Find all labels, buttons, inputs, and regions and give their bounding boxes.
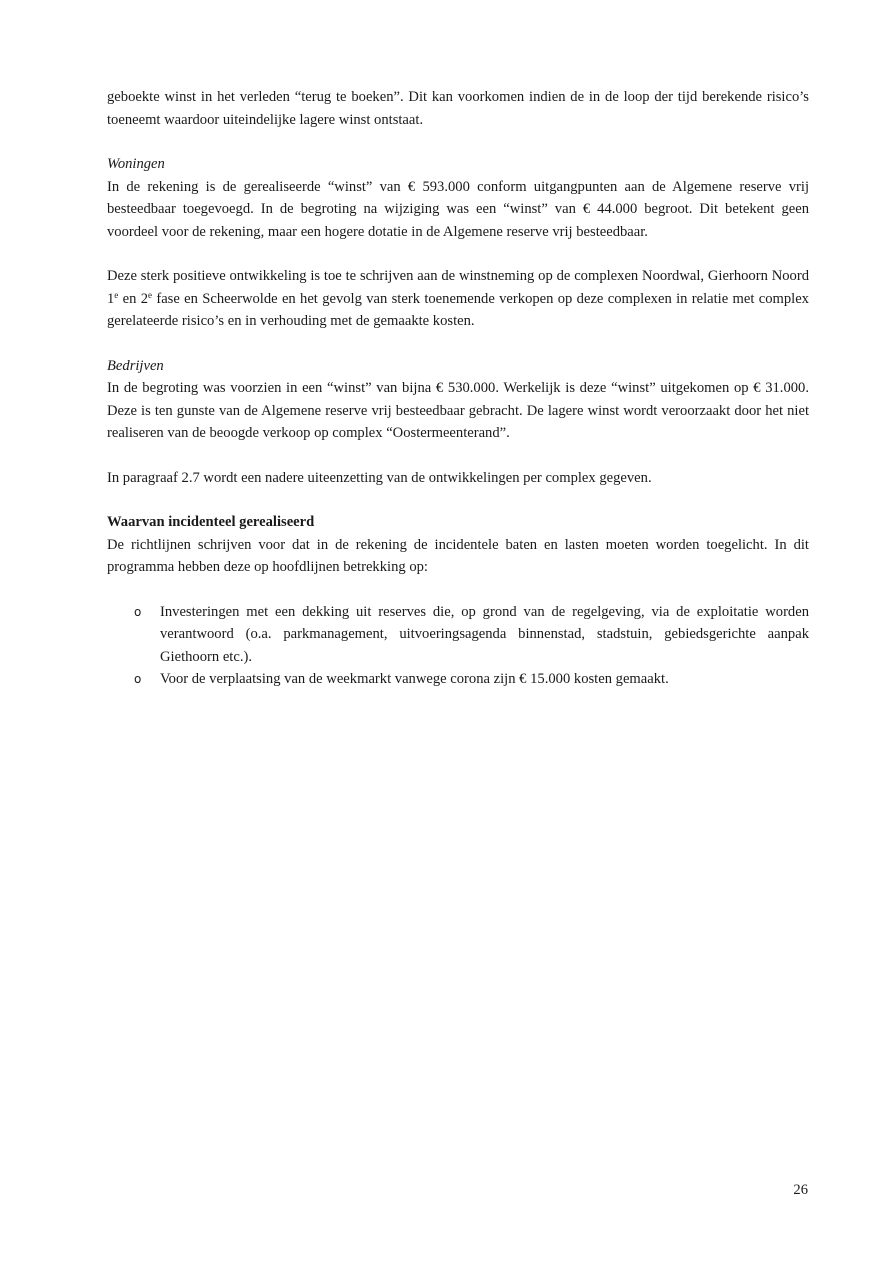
incidenteel-heading: Waarvan incidenteel gerealiseerd bbox=[107, 514, 315, 530]
woningen-p2-part-2: en 2 bbox=[118, 290, 149, 307]
incidenteel-paragraph: De richtlijnen schrijven voor dat in de rekening de incidentele baten en lasten moeten worden toegelicht. In dit programma hebben deze op hoofdlijnen betrekking op: bbox=[107, 536, 809, 575]
superscript-e: e bbox=[148, 289, 153, 300]
page-number: 26 bbox=[793, 1182, 808, 1198]
intro-paragraph: geboekte winst in het verleden “terug te boeken”. Dit kan voorkomen indien de in de loop der tijd berekende risico’s toeneemt waardoor uiteindelijke lagere winst ontstaat. bbox=[107, 89, 809, 128]
list-item-text: Voor de verplaatsing van de weekmarkt vanwege corona zijn € 15.000 kosten gemaakt. bbox=[160, 671, 669, 687]
list-item bbox=[107, 668, 809, 691]
bullet-circle-icon: o bbox=[134, 604, 142, 619]
woningen-paragraph-2 bbox=[107, 265, 809, 333]
superscript-e: e bbox=[114, 289, 119, 300]
woningen-p2-part-1: Deze sterk positieve ontwikkeling is toe te schrijven aan de winstneming op de complexen Noordwal, Gierhoorn Noord 1 bbox=[107, 268, 809, 307]
bedrijven-paragraph: In de begroting was voorzien in een “winst” van bijna € 530.000. Werkelijk is deze “winst” uitgekomen op € 31.000. Deze is ten gunste van de Algemene reserve vrij besteedbaar gebracht. De lagere winst wordt veroorzaakt door het niet realiseren van de beoogde verkoop op complex “Oostermeenterand”. bbox=[107, 380, 809, 441]
bedrijven-heading: Bedrijven bbox=[107, 357, 164, 374]
woningen-heading: Woningen bbox=[107, 156, 165, 172]
paragraaf-reference: In paragraaf 2.7 wordt een nadere uiteenzetting van de ontwikkelingen per complex gegeven. bbox=[107, 469, 652, 486]
woningen-p2-part-3: fase en Scheerwolde en het gevolg van sterk toenemende verkopen op deze complexen in relatie met complex gerelateerde risico’s en in verhouding met de gemaakte kosten. bbox=[107, 290, 809, 329]
woningen-paragraph-1: In de rekening is de gerealiseerde “winst” van € 593.000 conform uitgangpunten aan de Algemene reserve vrij besteedbaar toegevoegd. In de begroting na wijziging was een “winst” van € 44.000 begroot. Dit betekent geen voordeel voor de rekening, maar een hogere dotatie in de Algemene reserve vrij besteedbaar. bbox=[107, 178, 809, 240]
page-content bbox=[107, 86, 809, 691]
list-item-text: Investeringen met een dekking uit reserves die, op grond van de regelgeving, via de exploitatie worden verantwoord (o.a. parkmanagement, uitvoeringsagenda binnenstad, stadstuin, gebiedsgerichte aanpak Giethoorn etc.). bbox=[160, 603, 809, 665]
bullet-circle-icon: o bbox=[134, 672, 142, 686]
incidenteel-list bbox=[107, 601, 809, 691]
list-item bbox=[107, 601, 809, 669]
